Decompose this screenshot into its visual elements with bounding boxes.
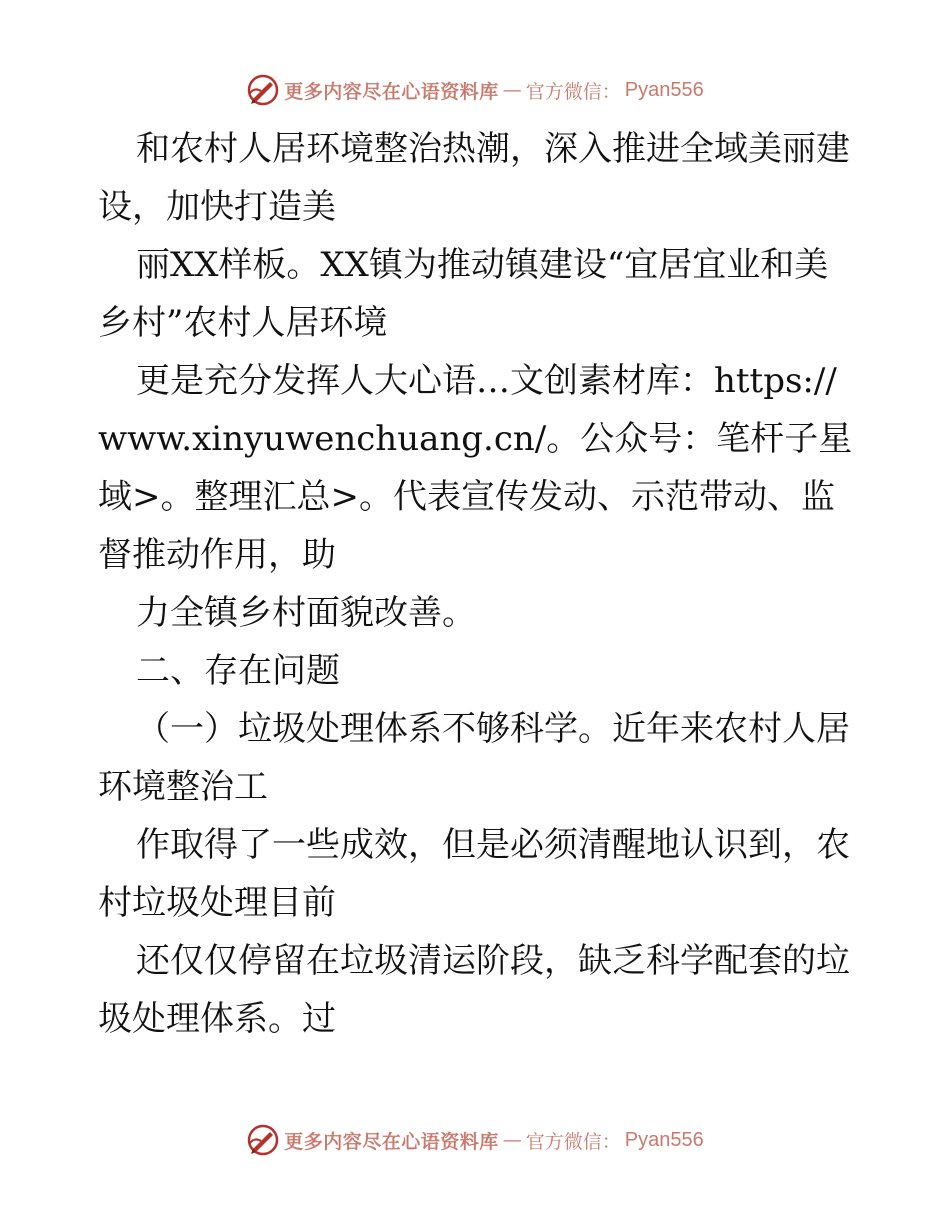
banner-separator: — [502,79,522,101]
paragraph-text: 丽XX样板。XX镇为推动镇建设“宜居宜业和美乡村”农村人居环境 [98,245,829,343]
banner-text: 更多内容尽在心语资料库 [284,80,499,103]
paragraph [98,584,858,642]
section-heading [98,642,858,700]
heading-text: 二、存在问题 [136,651,340,691]
banner-wechat-label: 官方微信： [525,80,621,103]
banner-wechat-id: Pyan556 [624,1128,704,1151]
paragraph [98,120,858,236]
paragraph [98,700,858,816]
pen-logo-icon [246,73,280,107]
paragraph-text: 更是充分发挥人大心语…文创素材库：https://www.xinyuwenchuang.cn/。公众号：笔杆子星域>。整理汇总>。代表宣传发动、示范带动、监督推动作用，助 [98,361,853,575]
footer-banner [0,1120,950,1160]
pen-logo-icon [246,1123,280,1157]
paragraph-text: 力全镇乡村面貌改善。 [136,593,476,633]
paragraph [98,352,858,584]
header-banner [0,70,950,110]
banner-wechat-label: 官方微信： [525,1130,621,1153]
paragraph-text: （一）垃圾处理体系不够科学。近年来农村人居环境整治工 [98,709,850,807]
paragraph [98,816,858,932]
banner-text: 更多内容尽在心语资料库 [284,1130,499,1153]
banner-wechat-id: Pyan556 [624,78,704,101]
paragraph [98,932,858,1048]
paragraph-text: 作取得了一些成效，但是必须清醒地认识到，农村垃圾处理目前 [98,825,850,923]
paragraph-text: 和农村人居环境整治热潮，深入推进全域美丽建设，加快打造美 [98,129,850,227]
paragraph-text: 还仅仅停留在垃圾清运阶段，缺乏科学配套的垃圾处理体系。过 [98,941,850,1039]
paragraph [98,236,858,352]
document-body [98,120,858,1048]
banner-separator: — [502,1129,522,1151]
